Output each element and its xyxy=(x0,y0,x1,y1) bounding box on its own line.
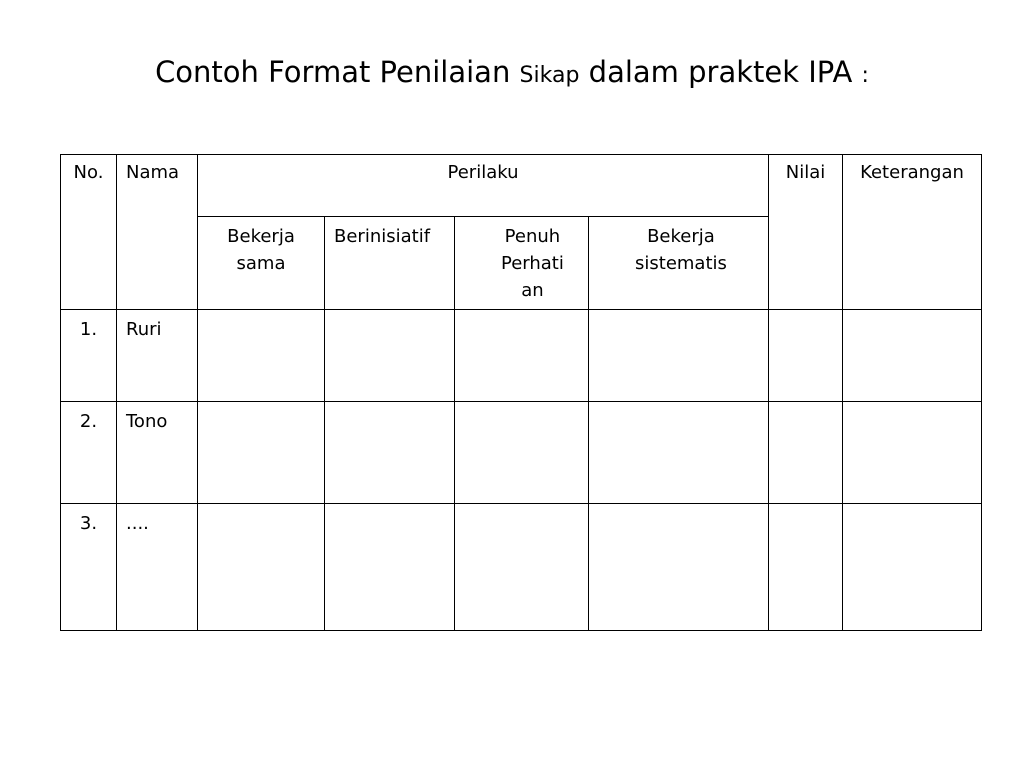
cell-penuh-perhatian xyxy=(455,402,589,504)
sub-header-cell xyxy=(455,217,589,310)
sub-header-penuh-perhatian: Penuh Perhati an xyxy=(501,226,564,301)
assessment-table xyxy=(60,154,982,631)
cell-bekerja-sama xyxy=(198,402,325,504)
title-part-3: dalam praktek IPA xyxy=(588,55,853,89)
header-no: No. xyxy=(61,155,117,310)
cell-nilai xyxy=(769,402,843,504)
row-name: Ruri xyxy=(117,310,198,402)
cell-keterangan xyxy=(843,504,982,631)
cell-nilai xyxy=(769,310,843,402)
header-row xyxy=(61,155,982,217)
sub-header-bekerja-sama: Bekerja sama xyxy=(227,226,295,274)
cell-keterangan xyxy=(843,402,982,504)
sub-header-cell xyxy=(198,217,325,310)
header-nilai: Nilai xyxy=(769,155,843,310)
header-nama: Nama xyxy=(117,155,198,310)
cell-nilai xyxy=(769,504,843,631)
cell-bekerja-sama xyxy=(198,504,325,631)
sub-header-berinisiatif: Berinisiatif xyxy=(334,226,431,247)
row-name: Tono xyxy=(117,402,198,504)
table-row xyxy=(61,402,982,504)
cell-bekerja-sistematis xyxy=(589,402,769,504)
title-part-4: : xyxy=(861,63,869,88)
cell-bekerja-sistematis xyxy=(589,504,769,631)
slide-title xyxy=(0,55,1024,89)
cell-berinisiatif xyxy=(325,402,455,504)
cell-penuh-perhatian xyxy=(455,504,589,631)
title-part-2: Sikap xyxy=(519,63,580,88)
cell-berinisiatif xyxy=(325,504,455,631)
header-perilaku: Perilaku xyxy=(198,155,769,217)
row-number: 2. xyxy=(61,402,117,504)
cell-bekerja-sama xyxy=(198,310,325,402)
header-keterangan: Keterangan xyxy=(843,155,982,310)
row-number: 1. xyxy=(61,310,117,402)
cell-keterangan xyxy=(843,310,982,402)
cell-penuh-perhatian xyxy=(455,310,589,402)
sub-header-cell xyxy=(589,217,769,310)
table-row xyxy=(61,504,982,631)
title-part-1: Contoh Format Penilaian xyxy=(155,55,511,89)
table-row xyxy=(61,310,982,402)
cell-bekerja-sistematis xyxy=(589,310,769,402)
sub-header-cell xyxy=(325,217,455,310)
row-number: 3. xyxy=(61,504,117,631)
cell-berinisiatif xyxy=(325,310,455,402)
sub-header-bekerja-sistematis: Bekerja sistematis xyxy=(635,226,727,274)
row-name: .... xyxy=(117,504,198,631)
